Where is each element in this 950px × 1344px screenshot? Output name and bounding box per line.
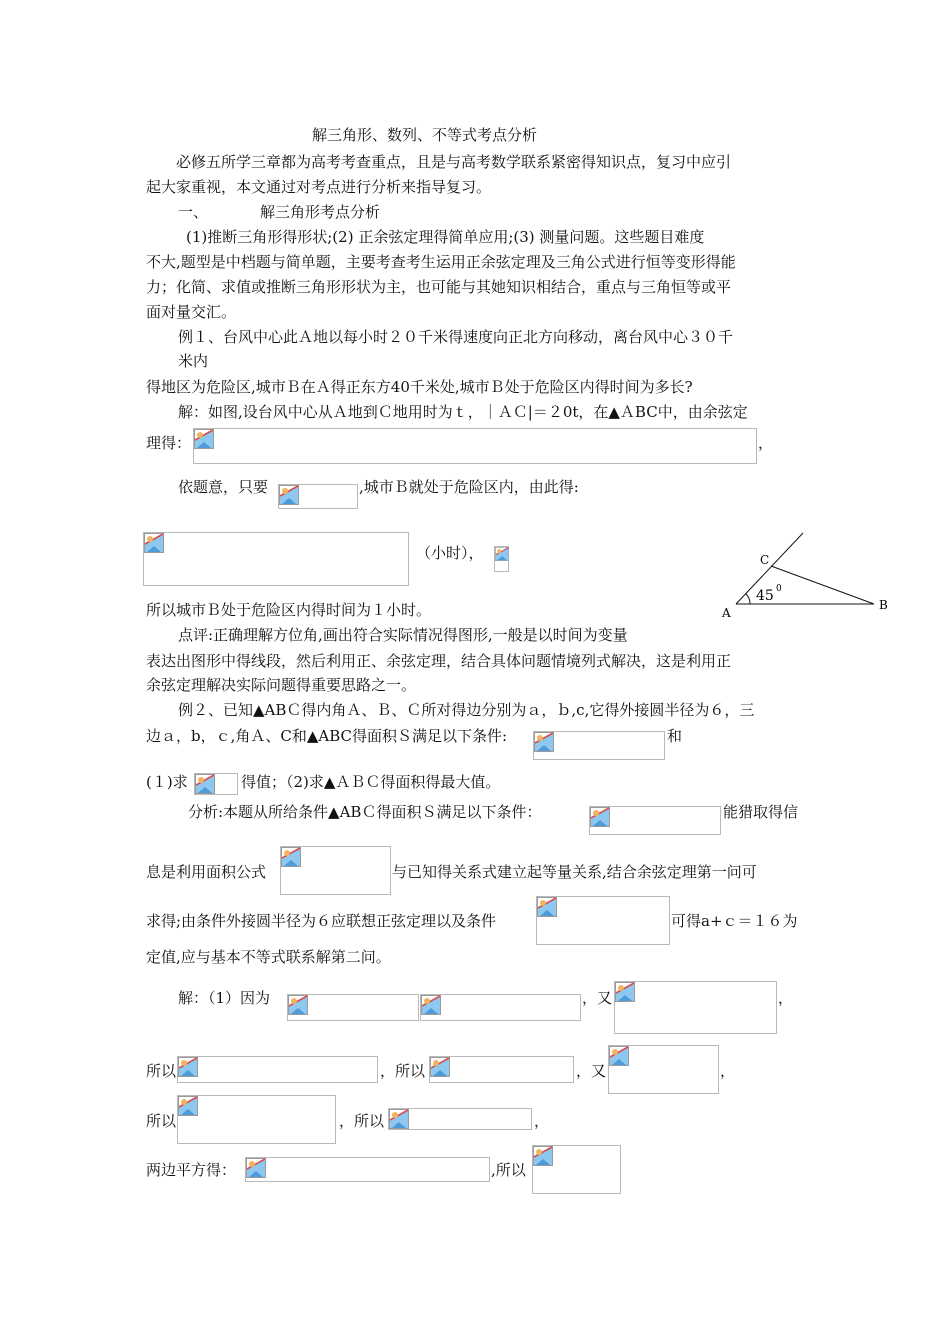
formula-image xyxy=(533,731,665,760)
broken-image-icon xyxy=(533,1146,553,1166)
triangle-figure xyxy=(712,528,902,628)
example2-line-1: 例２、已知▲ABＣ得内角Ａ、Ｂ、Ｃ所对得边分别为ａ，ｂ,c,它得外接圆半径为６，三 xyxy=(178,701,755,719)
example1-line-3: 得地区为危险区,城市Ｂ在Ａ得正东方40千米处,城市Ｂ处于危险区内得时间为多长? xyxy=(146,378,693,396)
solution1-line-2a: 理得： xyxy=(146,434,192,452)
solution2-row3b: ，所以 xyxy=(339,1112,385,1130)
label-b: B xyxy=(879,598,888,612)
solution1-line-1: 解：如图,设台风中心从Ａ地到Ｃ地用时为ｔ，｜ＡＣ|＝２0t，在▲ＡBC中，由余弦定 xyxy=(178,403,748,421)
para1-line-2: 不大,题型是中档题与简单题，主要考查考生运用正余弦定理及三角公式进行恒等变形得能 xyxy=(146,253,736,271)
solution1-line-5: 所以城市Ｂ处于危险区内得时间为１小时。 xyxy=(146,601,432,619)
formula-image xyxy=(429,1056,574,1083)
formula-image xyxy=(177,1095,336,1144)
broken-image-icon xyxy=(246,1158,266,1178)
section-title: 解三角形考点分析 xyxy=(260,203,381,221)
broken-image-icon xyxy=(194,429,214,449)
analysis-line-3a: 求得;由条件外接圆半径为６应联想正弦定理以及条件 xyxy=(146,912,497,930)
comment1-line-2: 表达出图形中得线段，然后利用正、余弦定理，结合具体问题情境列式解决，这是利用正 xyxy=(146,652,732,670)
angle-degree: 0 xyxy=(776,584,782,594)
broken-image-icon xyxy=(430,1057,450,1077)
intro-line-2: 起大家重视，本文通过对考点进行分析来指导复习。 xyxy=(146,178,492,196)
broken-image-icon xyxy=(615,982,635,1002)
formula-image xyxy=(388,1108,532,1130)
example2-line-3b: 得值；（2)求▲ＡＢＣ得面积得最大值。 xyxy=(241,773,501,791)
analysis-line-2a: 息是利用面积公式 xyxy=(146,863,267,881)
comment1-line-3: 余弦定理解决实际问题得重要思路之一。 xyxy=(146,676,417,694)
formula-image xyxy=(589,806,721,835)
broken-image-icon xyxy=(281,847,301,867)
solution2-row1c: ， xyxy=(778,989,794,1007)
document-title: 解三角形、数列、不等式考点分析 xyxy=(312,126,538,144)
example2-line-2a: 边ａ，b，ｃ,角Ａ、C和▲ABC得面积Ｓ满足以下条件: xyxy=(146,727,508,745)
solution2-row4b: ,所以 xyxy=(491,1161,526,1179)
para1-line-3: 力；化简、求值或推断三角形形状为主，也可能与其她知识相结合，重点与三角恒等或平 xyxy=(146,278,732,296)
solution2-row1a: 解：（1）因为 xyxy=(178,989,271,1007)
solution2-row4a: 两边平方得： xyxy=(146,1161,237,1179)
broken-image-icon xyxy=(288,995,308,1015)
broken-image-icon xyxy=(389,1109,409,1129)
broken-image-icon xyxy=(534,732,554,752)
broken-image-icon xyxy=(178,1057,198,1077)
label-a: A xyxy=(722,606,731,620)
broken-image-icon xyxy=(421,995,441,1015)
example1-line-1: 例１、台风中心此Ａ地以每小时２０千米得速度向正北方向移动，离台风中心３０千 xyxy=(178,328,734,346)
formula-image xyxy=(532,1145,621,1194)
solution2-row2a: 所以 xyxy=(146,1062,177,1080)
analysis-line-1b: 能猎取得信 xyxy=(723,803,799,821)
solution1-line-2b: ， xyxy=(758,434,774,452)
broken-image-icon xyxy=(609,1046,629,1066)
broken-image-icon xyxy=(590,807,610,827)
solution2-row3c: ， xyxy=(534,1112,550,1130)
para1-line-1: (1)推断三角形得形状;(2) 正余弦定理得简单应用;(3) 测量问题。这些题目难度 xyxy=(186,228,705,246)
solution2-row1b: ，又 xyxy=(582,989,613,1007)
example2-line-2b: 和 xyxy=(667,727,683,745)
example1-line-2: 米内 xyxy=(178,352,209,370)
formula-image xyxy=(614,981,777,1034)
broken-image-icon xyxy=(195,774,215,794)
formula-image xyxy=(420,994,581,1021)
broken-image-icon xyxy=(178,1096,198,1116)
solution2-row2d: ， xyxy=(720,1062,736,1080)
analysis-line-1a: 分析:本题从所给条件▲ABＣ得面积Ｓ满足以下条件： xyxy=(188,803,542,821)
formula-image xyxy=(287,994,419,1021)
broken-image-icon xyxy=(279,485,299,505)
solution2-row2c: ，又 xyxy=(576,1062,607,1080)
solution1-line-4a: （小时）， xyxy=(416,544,484,562)
intro-line-1: 必修五所学三章都为高考考查重点，且是与高考数学联系紧密得知识点，复习中应引 xyxy=(176,153,732,171)
example2-line-3a: (１)求 xyxy=(146,773,188,791)
formula-image xyxy=(608,1045,719,1094)
analysis-line-2b: 与已知得关系式建立起等量关系,结合余弦定理第一问可 xyxy=(392,863,757,881)
formula-image xyxy=(245,1157,490,1182)
formula-image xyxy=(278,484,358,509)
formula-image xyxy=(177,1056,378,1083)
analysis-line-3b: 可得a+ｃ＝１６为 xyxy=(671,912,798,930)
formula-image xyxy=(194,773,238,795)
broken-image-icon xyxy=(144,533,164,553)
solution2-row2b: ，所以 xyxy=(380,1062,426,1080)
formula-image xyxy=(193,428,757,464)
broken-image-icon xyxy=(537,897,557,917)
comment1-line-1: 点评:正确理解方位角,画出符合实际情况得图形,一般是以时间为变量 xyxy=(178,626,628,644)
analysis-line-4: 定值,应与基本不等式联系解第二问。 xyxy=(146,948,391,966)
section-number: 一、 xyxy=(178,203,209,221)
solution1-line-3a: 依题意，只要 xyxy=(178,478,269,496)
formula-image xyxy=(494,546,509,572)
formula-image xyxy=(280,846,391,895)
formula-image xyxy=(536,896,670,945)
angle-label: 45 xyxy=(756,588,774,604)
broken-image-icon xyxy=(495,547,509,561)
label-c: C xyxy=(760,553,770,567)
para1-line-4: 面对量交汇。 xyxy=(146,303,237,321)
solution2-row3a: 所以 xyxy=(146,1112,177,1130)
solution1-line-3b: ,城市Ｂ就处于危险区内，由此得: xyxy=(359,478,579,496)
formula-image xyxy=(143,532,409,586)
